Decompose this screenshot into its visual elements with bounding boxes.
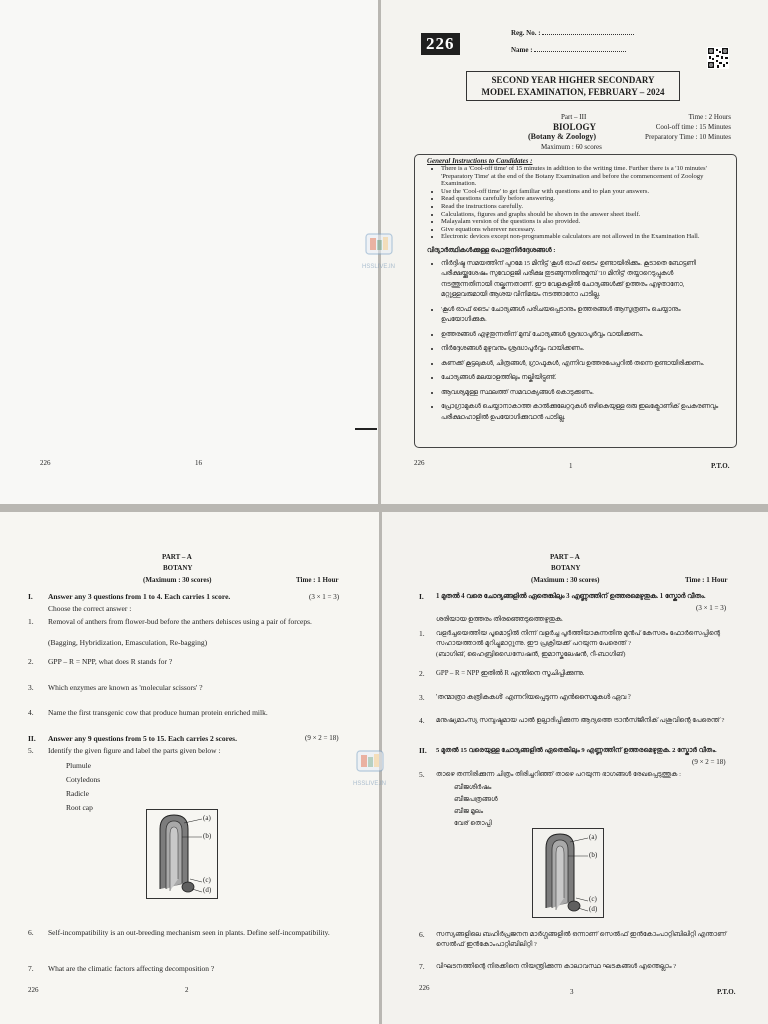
exam-title-line1: SECOND YEAR HIGHER SECONDARY — [491, 75, 655, 85]
time-label: Time : 1 Hour — [685, 576, 728, 584]
reg-no-field — [511, 28, 634, 37]
figure-label-c: (c) — [203, 876, 211, 884]
section-instruction: Answer any 3 questions from 1 to 4. Each carries 1 score. — [48, 592, 231, 601]
cover-page — [381, 0, 768, 504]
english-question-page — [0, 512, 379, 1024]
malayalam-instruction-item: • നിർദ്ദിഷ്ട സമയത്തിന് പുറമേ 15 മിനിട്ട് 'കൂൾ ഓഫ് ടൈം' ഉണ്ടായിരിക്കും. കൂടാതെ ബോട്ടണി പരീക്ഷയ്ക്കുശേഷം സുവോളജി പരീക്ഷ തുടങ്ങുന്നതിനുമുമ്പ് '10 മിനിട്ട്' തയ്യാറെടുപ്പുകൾ നടത്തുന്നതിനായി നല്കുന്നതാണ്. ഈ വേളകളിൽ ചോദ്യങ്ങൾക്ക് ഉത്തരം എഴുതാനോ, മറ്റുള്ളവരുമായി ആശയ വിനിമയം നടത്താനോ പാടില്ല. — [441, 259, 722, 301]
instruction-item: • There is a 'Cool-off time' of 15 minutes in addition to the writing time. Further there is a '10 minutes' 'Preparatory Time' at the end of the Botany Examination and before the commencement of Zoology Examination. — [441, 165, 728, 188]
question-options: (Bagging, Hybridization, Emasculation, Re-bagging) — [48, 638, 208, 647]
part-item: ബീജപത്രങ്ങൾ — [454, 796, 498, 803]
question-number: 5. — [419, 770, 425, 779]
malayalam-instruction-item: • ആവശ്യമുള്ള സ്ഥലത്ത് സമവാക്യങ്ങൾ കൊടുക്കണം. — [441, 388, 722, 399]
cool-off-time: Cool-off time : 15 Minutes — [655, 123, 731, 131]
question-text: സസ്യങ്ങളിലെ ബഹിർപ്രജനന മാർഗ്ഗങ്ങളിൽ ഒന്നാണ് സെൽഫ് ഇൻകോംപാറ്റിബിലിറ്റി എന്താണ് സെൽഫ് ഇൻകോംപാറ്റിബിലിറ്റി ? — [436, 931, 727, 948]
question-text: വിഘടനത്തിന്റെ നിരക്കിനെ നിയന്ത്രിക്കുന്ന കാലാവസ്ഥ ഘടകങ്ങൾ എന്തെല്ലാം ? — [436, 963, 677, 970]
question-text: താഴെ തന്നിരിക്കുന്ന ചിത്രം തിരിച്ചറിഞ്ഞ് താഴെ പറയുന്ന ഭാഗങ്ങൾ രേഖപ്പെടുത്തുക : — [436, 771, 681, 778]
question-text: GPP – R = NPP, what does R stands for ? — [48, 657, 173, 666]
max-scores: Maximum : 60 scores — [541, 143, 602, 151]
part-item: Plumule — [66, 761, 92, 770]
page-number: 1 — [569, 462, 573, 470]
question-options: (ബാഗിങ്, ഹൈബ്രിഡൈസേഷൻ, ഇമാസ്കുലേഷൻ, റീ-ബാഗിങ്) — [436, 651, 626, 658]
question-text: Identify the given figure and label the parts given below : — [48, 746, 221, 755]
page-code: 226 — [28, 986, 39, 994]
question-text: Which enzymes are known as 'molecular scissors' ? — [48, 683, 203, 692]
instruction-item: • Use the 'Cool-off time' to get familiar with questions and to plan your answers. — [441, 188, 728, 196]
malayalam-instruction-item: • നിർദ്ദേശങ്ങൾ മുഴുവനും ശ്രദ്ധാപൂർവ്വം വായിക്കണം. — [441, 344, 722, 355]
malayalam-question-page — [382, 512, 768, 1024]
question-number: 3. — [28, 683, 34, 692]
question-text: GPP – R = NPP ഇതിൽ R എന്തിനെ സൂചിപ്പിക്കുന്നു. — [436, 670, 585, 677]
hsslive-logo-icon — [353, 745, 387, 779]
malayalam-instruction-item: • ചോദ്യങ്ങൾ മലയാളത്തിലും നല്കിയിട്ടുണ്ട്. — [441, 373, 722, 384]
exam-title-line2: MODEL EXAMINATION, FEBRUARY – 2024 — [481, 87, 665, 97]
watermark-logo — [353, 745, 387, 787]
exam-code-badge: 226 — [421, 33, 460, 55]
figure-label-c: (c) — [589, 895, 597, 903]
question-text: What are the climatic factors affecting decomposition ? — [48, 964, 215, 973]
fold-line — [355, 428, 377, 430]
malayalam-instruction-item: • കണക്ക് കൂട്ടലുകൾ, ചിത്രങ്ങൾ, ഗ്രാഫുകൾ, എന്നിവ ഉത്തരപേപ്പറിൽ തന്നെ ഉണ്ടായിരിക്കണം. — [441, 359, 722, 370]
part-item: ബീജ മൂലം — [454, 808, 484, 815]
section-instruction: 1 മുതൽ 4 വരെ ചോദ്യങ്ങളിൽ ഏതെങ്കിലും 3 എണ്ണത്തിന് ഉത്തരമെഴുതുക. 1 സ്കോർ വീതം. — [436, 593, 706, 600]
question-number: 7. — [419, 962, 425, 971]
section-marks: (9 × 2 = 18) — [692, 758, 726, 766]
subject-subtitle: (Botany & Zoology) — [528, 132, 596, 141]
question-text: Name the first transgenic cow that produce human protein enriched milk. — [48, 708, 268, 717]
qr-code-icon — [707, 47, 729, 69]
question-number: 6. — [419, 930, 425, 939]
back-page — [0, 0, 378, 504]
instructions-list — [425, 165, 728, 241]
subject-title: BIOLOGY — [553, 122, 597, 132]
max-scores: (Maximum : 30 scores) — [143, 576, 212, 584]
question-number: 7. — [28, 964, 34, 973]
figure-label-d: (d) — [589, 905, 598, 913]
part-item: Radicle — [66, 789, 89, 798]
section-instruction: Answer any 9 questions from 5 to 15. Each carries 2 scores. — [48, 734, 237, 743]
instructions-heading: General Instructions to Candidates : — [427, 157, 533, 165]
parts-list — [66, 759, 100, 815]
part-heading: PART – A — [162, 553, 192, 561]
instruction-item: • Read the instructions carefully. — [441, 203, 728, 211]
choose-instruction: Choose the correct answer : — [48, 604, 132, 613]
section-number: I. — [28, 592, 33, 601]
part-item: Root cap — [66, 803, 93, 812]
question-text: 'തന്മാത്രാ കത്രികകൾ' എന്നറിയപ്പെടുന്ന എൻസൈമുകൾ ഏവ ? — [436, 694, 631, 701]
page-number: 3 — [570, 988, 574, 996]
malayalam-instructions-list — [421, 259, 722, 424]
question-number: 1. — [419, 629, 425, 638]
section-number: II. — [419, 746, 427, 755]
figure-label-b: (b) — [203, 832, 212, 840]
question-number: 5. — [28, 746, 34, 755]
watermark-text: HSSLIVE.IN — [362, 264, 396, 270]
reg-no-label: Reg. No. : — [511, 29, 543, 37]
malayalam-instruction-item: • ഉത്തരങ്ങൾ എഴുതുന്നതിന് മുമ്പ് ചോദ്യങ്ങൾ ശ്രദ്ധാപൂർവ്വം വായിക്കണം. — [441, 330, 722, 341]
figure-label-d: (d) — [203, 886, 212, 894]
part-item: Cotyledons — [66, 775, 101, 784]
section-marks: (3 × 1 = 3) — [696, 604, 727, 612]
instruction-item: • Malayalam version of the questions is also provided. — [441, 218, 728, 226]
question-number: 4. — [28, 708, 34, 717]
subject-heading: BOTANY — [163, 564, 193, 572]
section-number: I. — [419, 592, 424, 601]
hsslive-logo-icon — [362, 228, 396, 262]
figure-label-a: (a) — [203, 814, 211, 822]
page-code: 226 — [414, 459, 425, 467]
malayalam-instruction-item: • 'കൂൾ ഓഫ് ടൈം' ചോദ്യങ്ങൾ പരിചയപ്പെടാനും ഉത്തരങ്ങൾ ആസൂത്രണം ചെയ്യാനും ഉപയോഗിക്കുക. — [441, 305, 722, 326]
figure-label-b: (b) — [589, 851, 598, 859]
embryo-figure — [532, 828, 604, 918]
name-field — [511, 45, 626, 54]
figure-label-a: (a) — [589, 833, 597, 841]
malayalam-instruction-item: • പ്രോഗ്രാമുകൾ ചെയ്യാനാകാത്ത കാൽക്കുലേറ്ററുകൾ ഒഴികെയുള്ള ഒരു ഇലക്ട്രോണിക് ഉപകരണവും പരീക്ഷാഹാളിൽ ഉപയോഗിക്കുവാൻ പാടില്ല. — [441, 402, 722, 423]
part-heading: PART – A — [550, 553, 580, 561]
question-number: 4. — [419, 716, 425, 725]
exam-title-box — [466, 71, 680, 101]
question-number: 2. — [419, 669, 425, 678]
section-instruction: 5 മുതൽ 15 വരെയുള്ള ചോദ്യങ്ങളിൽ ഏതെങ്കിലും 9 എണ്ണത്തിന് ഉത്തരമെഴുതുക. 2 സ്കോർ വീതം. — [436, 747, 717, 754]
question-text: വളർച്ചയെത്തിയ പൂമൊട്ടിൽ നിന്ന് വളർച്ച പൂർത്തിയാകുന്നതിനു മുൻപ് കേസരം ഫോർസെപ്പിന്റെ സഹായത്താൽ മുറിച്ചുമാറ്റുന്നു. ഈ പ്രക്രിയക്ക് പറയുന്ന പേരെന്ത് ? — [436, 630, 721, 647]
part-item: വേര് തൊപ്പി — [454, 820, 492, 827]
question-number: 3. — [419, 693, 425, 702]
section-number: II. — [28, 734, 36, 743]
question-number: 1. — [28, 617, 34, 626]
question-number: 6. — [28, 928, 34, 937]
total-time: Time : 2 Hours — [688, 113, 731, 121]
question-text: മനുഷ്യമാംസ്യ സമ്പുഷ്ടമായ പാൽ ഉല്പാദിപ്പിക്കുന്ന ആദ്യത്തെ ട്രാൻസ്ജീനിക് പശുവിന്റെ പേരെന്ത് ? — [436, 717, 725, 724]
instructions-box — [414, 154, 737, 448]
time-label: Time : 1 Hour — [296, 576, 339, 584]
page-code: 226 — [40, 459, 51, 467]
max-scores: (Maximum : 30 scores) — [531, 576, 600, 584]
choose-instruction: ശരിയായ ഉത്തരം തിരഞ്ഞെടുത്തെഴുതുക. — [436, 616, 563, 623]
part-label: Part – III — [561, 113, 587, 121]
page-number: 16 — [195, 459, 202, 467]
question-text: Self-incompatibility is an out-breeding mechanism seen in plants. Define self-incompatibility. — [48, 928, 330, 937]
question-number: 2. — [28, 657, 34, 666]
watermark-text: HSSLIVE.IN — [353, 781, 387, 787]
pto-label: P.T.O. — [717, 988, 736, 996]
section-marks: (3 × 1 = 3) — [309, 593, 340, 601]
subject-heading: BOTANY — [551, 564, 581, 572]
instruction-item: • Calculations, figures and graphs should be shown in the answer sheet itself. — [441, 211, 728, 219]
question-text: Removal of anthers from flower-bud before the anthers dehisces using a pair of forceps. — [48, 617, 312, 626]
instruction-item: • Electronic devices except non-programmable calculators are not allowed in the Examination Hall. — [441, 233, 728, 241]
name-label: Name : — [511, 46, 535, 54]
watermark-logo — [362, 228, 396, 270]
pto-label: P.T.O. — [711, 462, 730, 470]
instruction-item: • Give equations wherever necessary. — [441, 226, 728, 234]
preparatory-time: Preparatory Time : 10 Minutes — [645, 133, 731, 141]
malayalam-instructions-heading: വിദ്യാർത്ഥികൾക്കുള്ള പൊതുനിർദ്ദേശങ്ങൾ : — [427, 246, 556, 254]
parts-list — [454, 782, 498, 830]
instruction-item: • Read questions carefully before answering. — [441, 195, 728, 203]
part-item: ബീജശീർഷം — [454, 784, 492, 791]
embryo-figure — [146, 809, 218, 899]
page-code: 226 — [419, 984, 430, 992]
section-marks: (9 × 2 = 18) — [305, 734, 339, 742]
page-number: 2 — [185, 986, 189, 994]
